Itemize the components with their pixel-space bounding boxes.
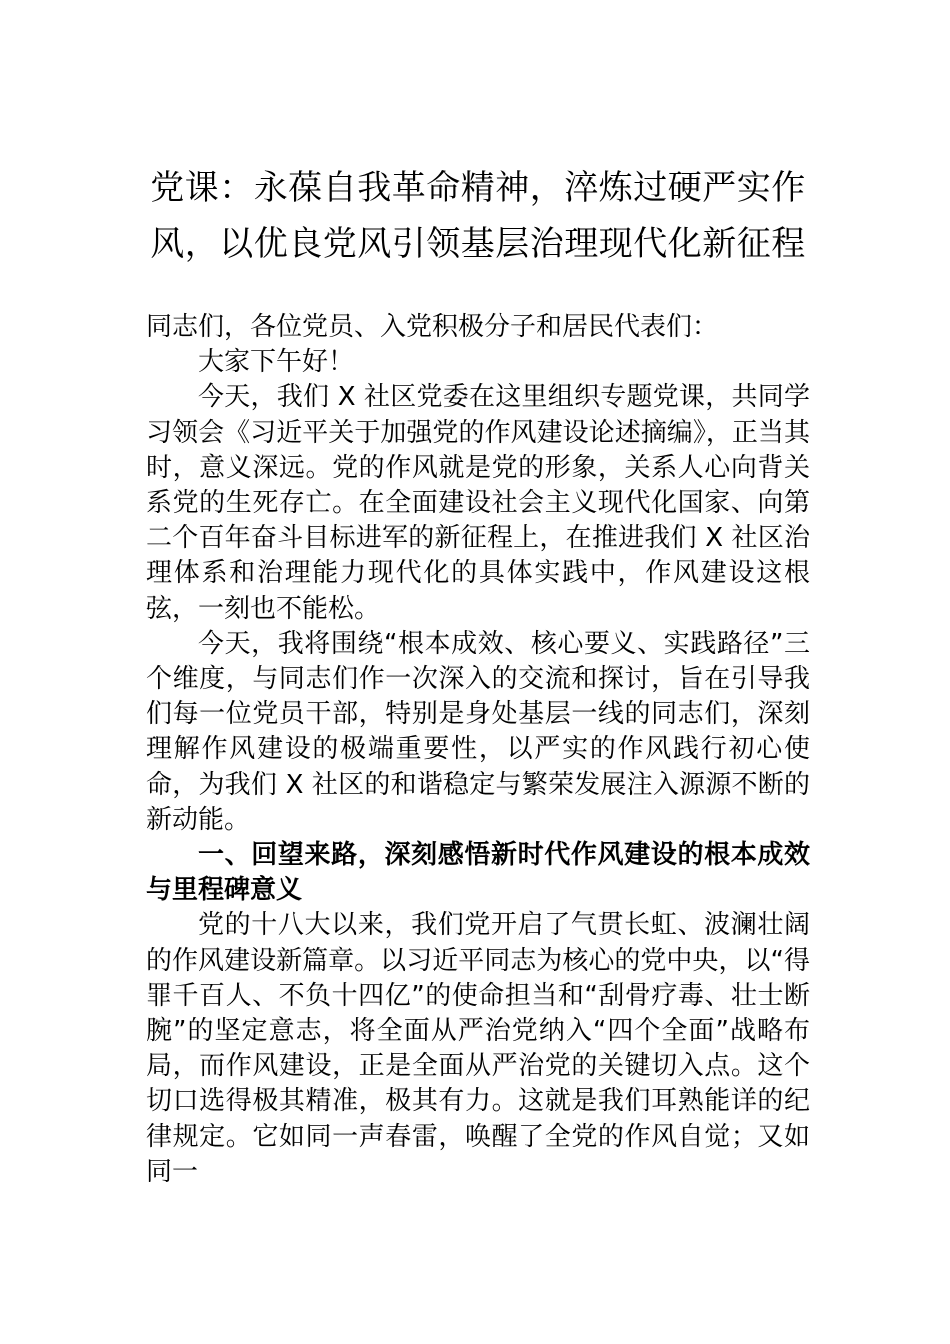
heading-section-one: 一、回望来路，深刻感悟新时代作风建设的根本成效与里程碑意义 <box>146 840 810 906</box>
title-body-spacer <box>146 272 810 310</box>
paragraph-three-dimensions: 今天，我将围绕“根本成效、核心要义、实践路径”三个维度，与同志们作一次深入的交流和探讨，旨在引导我们每一位党员干部，特别是身处基层一线的同志们，深刻理解作风建设的极端重要性，以严实的作风践行初心使命，为我们 X 社区的和谐稳定与繁荣发展注入源源不断的新动能。 <box>146 628 810 835</box>
paragraph-section-one-body: 党的十八大以来，我们党开启了气贯长虹、波澜壮阔的作风建设新篇章。以习近平同志为核心的党中央，以“得罪千百人、不负十四亿”的使命担当和“刮骨疗毒、壮士断腕”的坚定意志，将全面从严治党纳入“四个全面”战略布局，而作风建设，正是全面从严治党的关键切入点。这个切口选得极其精准，极其有力。这就是我们耳熟能详的纪律规定。它如同一声春雷，唤醒了全党的作风自觉；又如同一 <box>146 910 810 1187</box>
page-title: 党课：永葆自我革命精神，淬炼过硬严实作风，以优良党风引领基层治理现代化新征程 <box>150 168 806 264</box>
paragraph-opening-context: 今天，我们 X 社区党委在这里组织专题党课，共同学习领会《习近平关于加强党的作风建设论述摘编》，正当其时，意义深远。党的作风就是党的形象，关系人心向背关系党的生死存亡。在全面建设社会主义现代化国家、向第二个百年奋斗目标进军的新征程上，在推进我们 X 社区治理体系和治理能力现代化的具体实践中，作风建设这根弦，一刻也不能松。 <box>146 382 810 624</box>
paragraph-salutation: 同志们，各位党员、入党积极分子和居民代表们： <box>146 312 719 342</box>
document-content <box>146 160 810 1190</box>
paragraph-greeting: 大家下午好！ <box>198 347 355 378</box>
